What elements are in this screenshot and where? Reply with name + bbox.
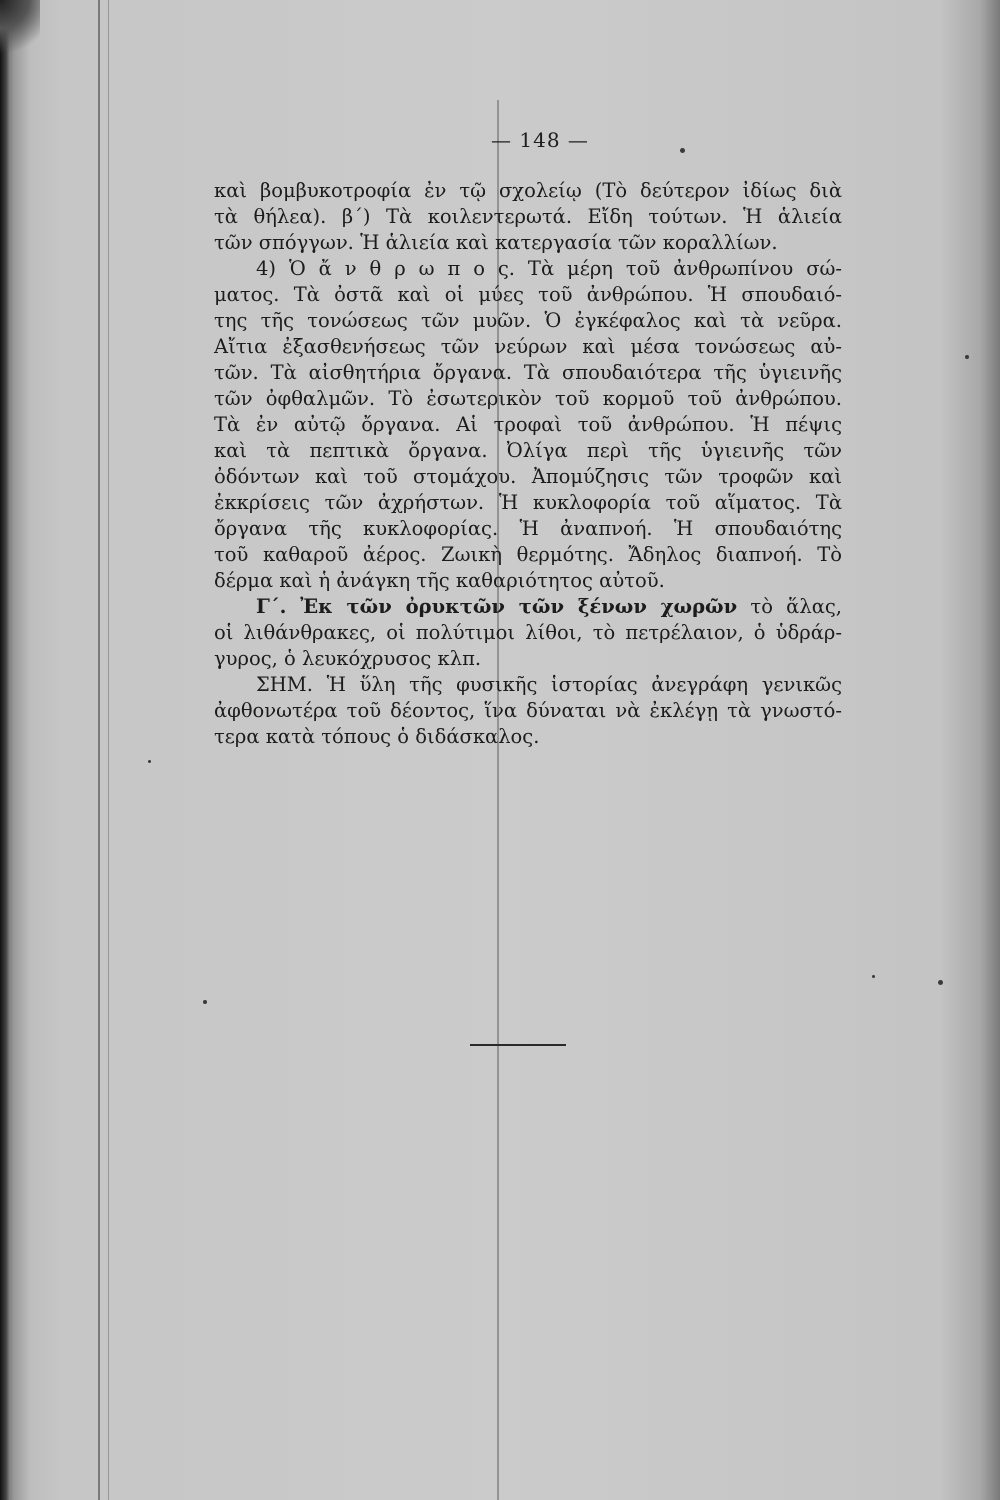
binding-edge	[0, 0, 10, 1500]
section-g-line	[214, 594, 842, 620]
ink-speck	[872, 975, 875, 978]
body-line: τοῦ καθαροῦ ἀέρος. Ζωικὴ θερμότης. Ἄδηλος διαπνοή. Τὸ	[214, 543, 842, 566]
body-line: καὶ τὰ πεπτικὰ ὄργανα. Ὀλίγα περὶ τῆς ὑγιεινῆς τῶν	[214, 439, 842, 462]
body-line: τῶν ὀφθαλμῶν. Τὸ ἐσωτερικὸν τοῦ κορμοῦ τοῦ ἀνθρώπου.	[214, 387, 842, 410]
worn-corner	[0, 0, 40, 60]
section-g-heading: Γ΄. Ἐκ τῶν ὀρυκτῶν τῶν ξένων χωρῶν	[256, 595, 738, 618]
ink-speck	[148, 760, 151, 763]
body-line: Αἴτια ἐξασθενήσεως τῶν νεύρων καὶ μέσα τονώσεως αὐ-	[214, 335, 842, 358]
page-crease	[98, 0, 100, 1500]
note-line: ΣΗΜ. Ἡ ὕλη τῆς φυσικῆς ἱστορίας ἀνεγράφη γενικῶς	[256, 673, 842, 696]
body-line: καὶ βομβυκοτροφία ἐν τῷ σχολείῳ (Τὸ δεύτερον ἰδίως διὰ	[214, 179, 842, 202]
end-rule	[470, 1044, 566, 1046]
page-crease-secondary	[108, 0, 109, 1500]
body-line: δέρμα καὶ ἡ ἀνάγκη τῆς καθαριότητος αὐτοῦ.	[214, 569, 665, 592]
body-line: 4) Ὁ ἄ ν θ ρ ω π ο ς. Τὰ μέρη τοῦ ἀνθρωπίνου σώ-	[256, 257, 842, 280]
body-line: της τῆς τονώσεως τῶν μυῶν. Ὁ ἐγκέφαλος καὶ τὰ νεῦρα.	[214, 309, 842, 332]
note-line: ἀφθονωτέρα τοῦ δέοντος, ἵνα δύναται νὰ ἐκλέγῃ τὰ γνωστό-	[214, 699, 842, 722]
section-g-line: γυρος, ὁ λευκόχρυσος κλπ.	[214, 647, 482, 670]
page-number: — 148 —	[491, 128, 589, 152]
note-line: τερα κατὰ τόπους ὁ διδάσκαλος.	[214, 725, 540, 748]
ink-speck	[938, 980, 943, 985]
body-line: ὀδόντων καὶ τοῦ στομάχου. Ἀπομύζησις τῶν τροφῶν καὶ	[214, 465, 842, 488]
body-line: ματος. Τὰ ὀστᾶ καὶ οἱ μύες τοῦ ἀνθρώπου. Ἡ σπουδαιό-	[214, 283, 842, 306]
section-g-line: οἱ λιθάνθρακες, οἱ πολύτιμοι λίθοι, τὸ πετρέλαιον, ὁ ὑδράρ-	[214, 621, 842, 644]
ink-speck	[965, 355, 969, 359]
ink-speck	[680, 148, 685, 153]
body-line: τὰ θήλεα). β΄) Τὰ κοιλεντερωτά. Εἴδη τούτων. Ἡ ἁλιεία	[214, 205, 842, 228]
body-line: Τὰ ἐν αὐτῷ ὄργανα. Αἱ τροφαὶ τοῦ ἀνθρώπου. Ἡ πέψις	[214, 413, 842, 436]
body-line: τῶν. Τὰ αἰσθητήρια ὄργανα. Τὰ σπουδαιότερα τῆς ὑγιεινῆς	[214, 361, 842, 384]
page-body	[214, 178, 842, 750]
body-line: ὄργανα τῆς κυκλοφορίας. Ἡ ἀναπνοή. Ἡ σπουδαιότης	[214, 517, 842, 540]
body-line: τῶν σπόγγων. Ἡ ἁλιεία καὶ κατεργασία τῶν κοραλλίων.	[214, 231, 778, 254]
ink-speck	[203, 1000, 207, 1004]
body-line: ἐκκρίσεις τῶν ἀχρήστων. Ἡ κυκλοφορία τοῦ αἵματος. Τὰ	[214, 491, 842, 514]
section-g-heading-tail: τὸ ἅλας,	[737, 595, 842, 618]
